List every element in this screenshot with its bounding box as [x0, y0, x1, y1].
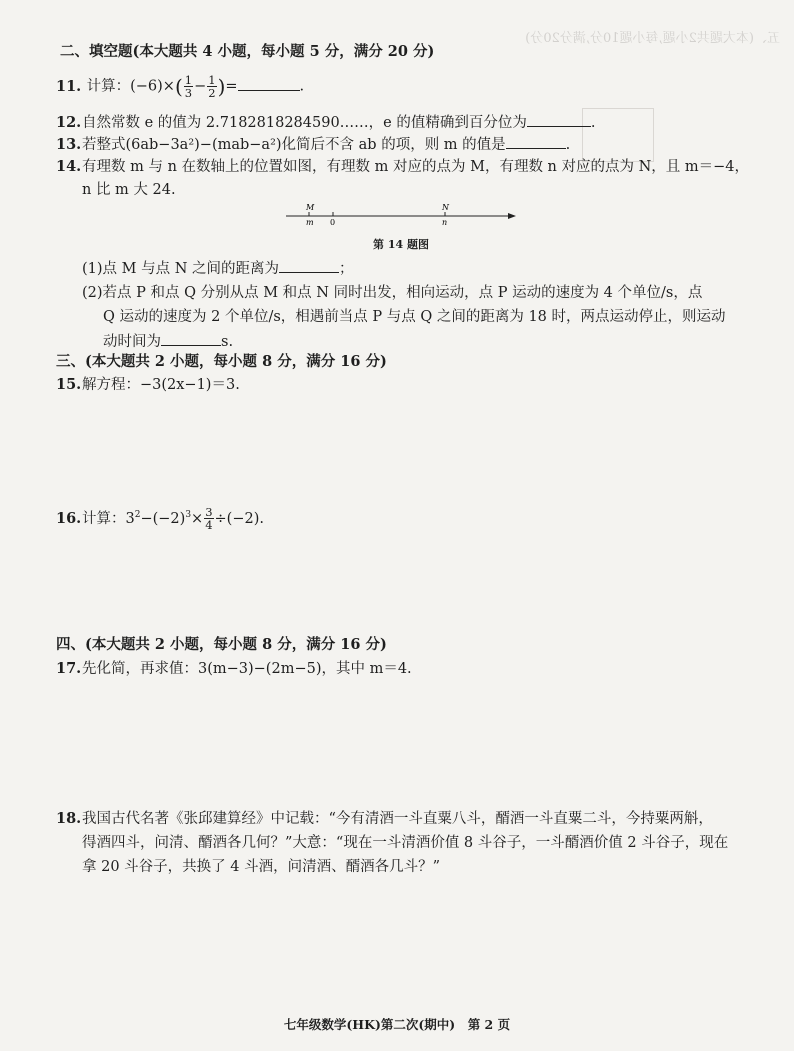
question-number: 14.: [56, 158, 82, 175]
times-sign: ×: [191, 510, 204, 527]
question-16: [56, 505, 264, 531]
semicolon: ；: [339, 261, 354, 277]
open-paren: (: [174, 74, 183, 99]
question-18-line1: [56, 809, 713, 829]
question-number: 17.: [56, 660, 82, 677]
exponent: 3: [185, 510, 192, 520]
q17-text: 先化简，再求值：3(m−3)−(2m−5)，其中 m＝4.: [82, 661, 412, 677]
q14-sub2-line3-text: 动时间为: [103, 334, 161, 350]
period: .: [590, 115, 596, 131]
bleed-through-text: 五、(本大题共2小题,每小题10分,满分20分): [525, 31, 780, 46]
q14-sub2-line2: Q 运动的速度为 2 个单位/s，相遇前当点 P 与点 Q 之间的距离为 18 时，两点运动停止，则运动: [103, 309, 726, 325]
unit-text: s.: [221, 334, 234, 350]
q15-text: 解方程：−3(2x−1)＝3.: [82, 377, 240, 393]
label-0: 0: [330, 218, 336, 227]
fraction: $\frac{1}{3}$: [184, 73, 193, 100]
label-M: M: [306, 203, 315, 212]
q18-text: 我国古代名著《张邱建算经》中记载：“今有清酒一斗直粟八斗，醑酒一斗直粟二斗，今持粟两斛，: [82, 811, 713, 827]
q16-text: −(−2): [140, 510, 186, 527]
question-14-line2: n 比 m 大 24.: [82, 182, 176, 198]
question-number: 18.: [56, 810, 82, 827]
question-17: [56, 659, 412, 679]
q14-sub1-text: (1)点 M 与点 N 之间的距离为: [82, 261, 280, 277]
figure-caption: 第 14 题图: [373, 238, 429, 251]
question-number: 11.: [56, 77, 82, 95]
label-N: N: [442, 203, 449, 212]
answer-blank[interactable]: [506, 134, 566, 149]
axis-arrow-icon: [508, 213, 516, 219]
question-15: [56, 375, 240, 395]
label-n: n: [442, 218, 448, 227]
period: .: [299, 78, 305, 95]
answer-blank[interactable]: [161, 331, 221, 346]
question-11: [56, 74, 304, 99]
close-paren: ): [217, 74, 226, 99]
question-number: 15.: [56, 376, 82, 393]
q14-sub1: [82, 258, 354, 279]
q14-text: 有理数 m 与 n 在数轴上的位置如图，有理数 m 对应的点为 M，有理数 n 对应的点为 N，且 m＝−4，: [82, 159, 750, 175]
q16-text: ÷(−2).: [214, 510, 264, 527]
question-number: 13.: [56, 136, 82, 153]
question-number: 12.: [56, 114, 82, 131]
label-m: m: [306, 218, 314, 227]
answer-blank[interactable]: [527, 112, 591, 127]
section4-heading: 四、(本大题共 2 小题，每小题 8 分，满分 16 分): [56, 636, 387, 653]
equals-sign: =: [225, 78, 238, 95]
question-13: [56, 134, 570, 155]
minus-sign: −: [194, 78, 207, 95]
q16-text: 计算：3: [82, 510, 135, 527]
number-line-figure: [280, 200, 520, 230]
section2-heading: 二、填空题(本大题共 4 小题，每小题 5 分，满分 20 分): [60, 43, 435, 60]
question-14-line1: [56, 157, 749, 177]
fraction: $\frac{1}{2}$: [208, 73, 216, 100]
question-12: [56, 112, 595, 133]
period: .: [565, 137, 571, 153]
q13-text: 若整式(6ab−3a²)−(mab−a²)化简后不含 ab 的项，则 m 的值是: [82, 137, 506, 153]
answer-blank[interactable]: [238, 76, 300, 91]
exponent: 2: [134, 510, 141, 520]
fraction: $\frac{3}{4}$: [205, 505, 213, 533]
q14-sub2-line1: (2)若点 P 和点 Q 分别从点 M 和点 N 同时出发，相向运动，点 P 运动的速度为 4 个单位/s，点: [82, 285, 703, 301]
question-number: 16.: [56, 509, 82, 527]
q11-prefix: 计算：(−6)×: [86, 78, 175, 95]
question-18-line2: 得酒四斗，问清、醑酒各几何？”大意：“现在一斗清酒价值 8 斗谷子，一斗醑酒价值 2 斗谷子，现在: [82, 835, 729, 851]
question-18-line3: 拿 20 斗谷子，共换了 4 斗酒，问清酒、醑酒各几斗？”: [82, 859, 441, 875]
q14-sub2-line3: [103, 331, 233, 352]
q12-text: 自然常数 e 的值为 2.7182818284590……，e 的值精确到百分位为: [82, 115, 527, 131]
answer-blank[interactable]: [279, 258, 339, 273]
section3-heading: 三、(本大题共 2 小题，每小题 8 分，满分 16 分): [56, 353, 387, 370]
page-footer: 七年级数学(HK)第二次(期中) 第 2 页: [283, 1017, 511, 1032]
